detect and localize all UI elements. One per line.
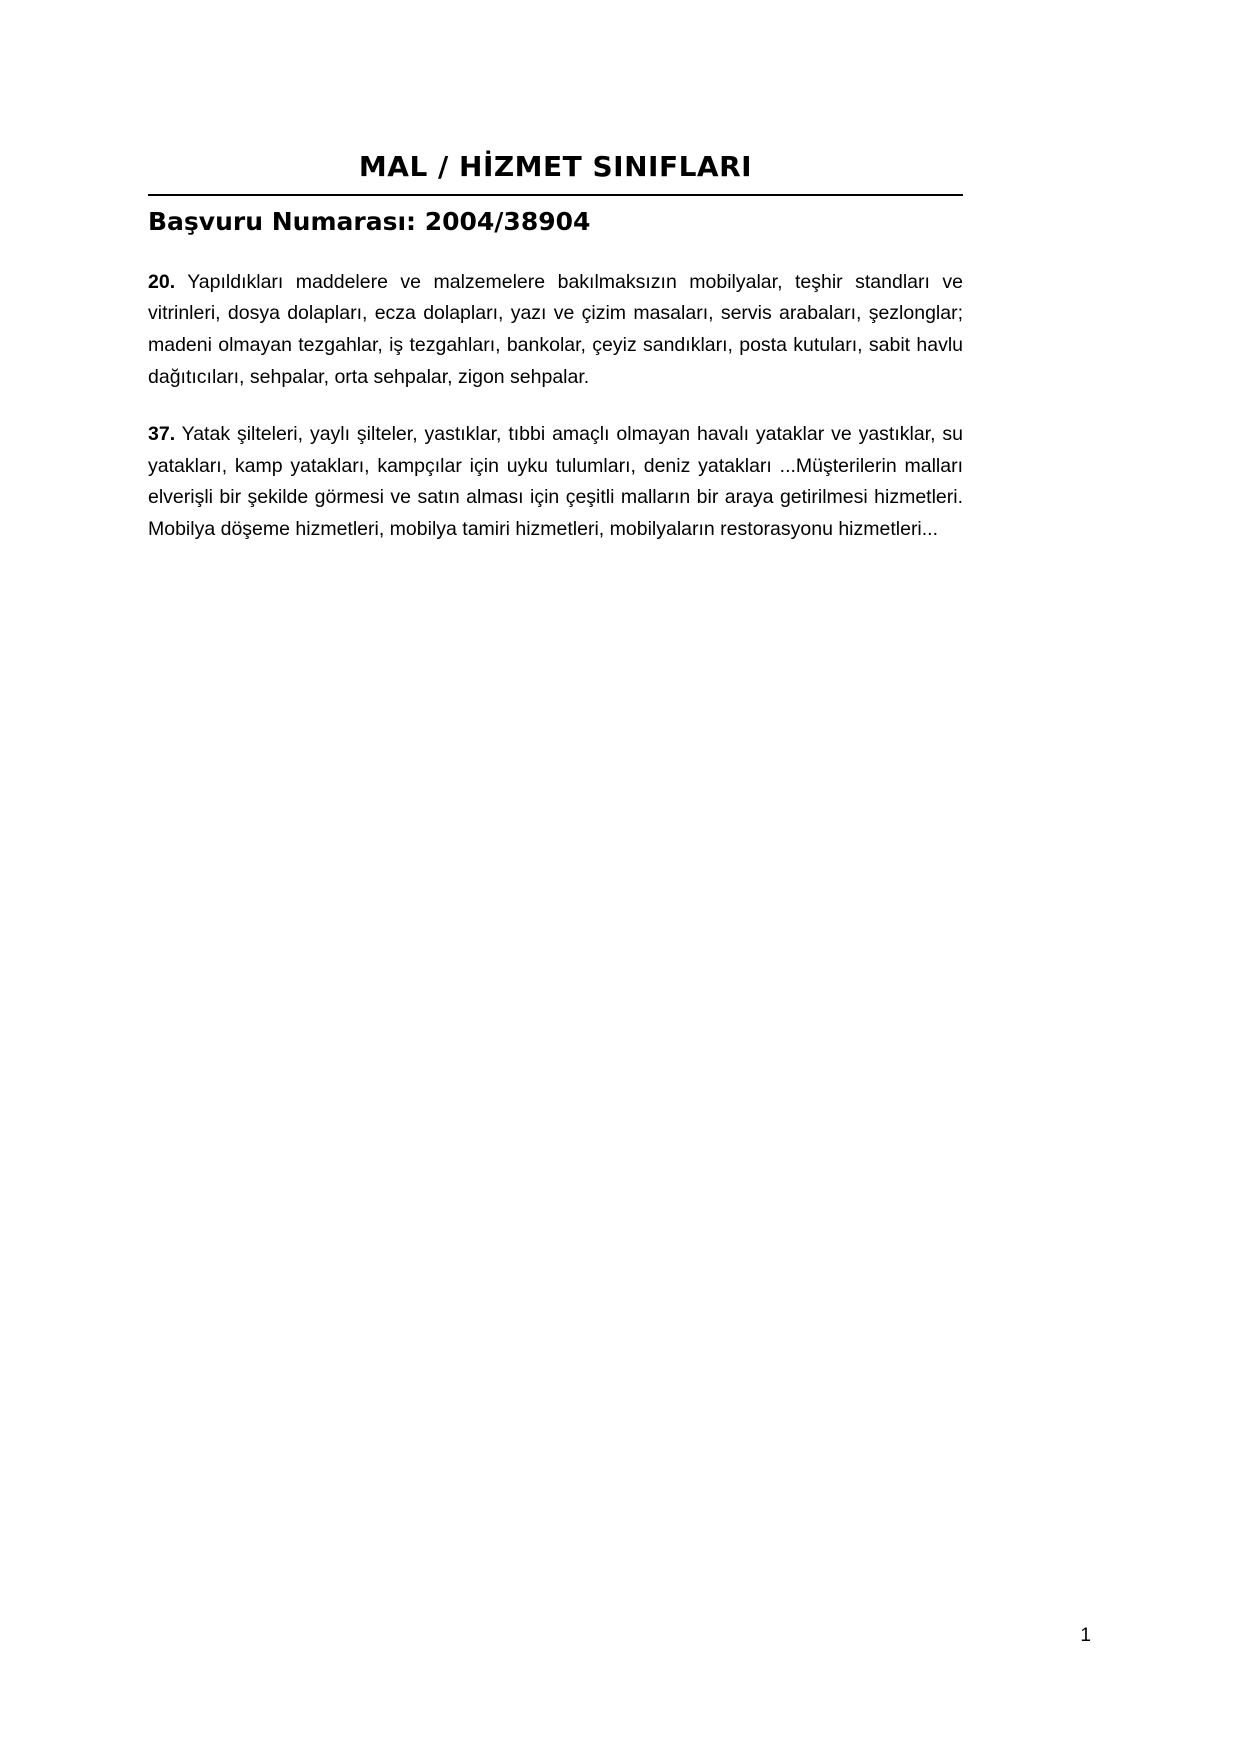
document-content <box>148 150 963 571</box>
page-title: MAL / HİZMET SINIFLARI <box>358 150 753 183</box>
class-paragraph-37 <box>148 419 963 545</box>
page-number: 1 <box>1080 1625 1091 1646</box>
title-divider <box>148 194 963 196</box>
class-paragraph-20 <box>148 267 963 393</box>
class-number-37: 37. <box>148 423 176 446</box>
class-text-20: Yapıldıkları maddelere ve malzemelere bakılmaksızın mobilyalar, teşhir standları ve vitrinleri, dosya dolapları, ecza dolapları, yazı ve çizim masaları, servis arabaları, şezlonglar; madeni olmayan tezgahlar, iş tezgahları, bankolar, çeyiz sandıkları, posta kutuları, sabit havlu dağıtıcıları, sehpalar, orta sehpalar, zigon sehpalar. <box>148 270 963 388</box>
application-number: Başvuru Numarası: 2004/38904 <box>148 206 591 236</box>
class-number-20: 20. <box>148 270 176 293</box>
class-text-37: Yatak şilteleri, yaylı şilteler, yastıklar, tıbbi amaçlı olmayan havalı yataklar ve yastıklar, su yatakları, kamp yatakları, kampçılar için uyku tulumları, deniz yatakları ...Müşterilerin malları elverişli bir şekilde görmesi ve satın alması için çeşitli malların bir araya getirilmesi hizmetleri. Mobilya döşeme hizmetleri, mobilya tamiri hizmetleri, mobilyaların restorasyonu hizmetleri... <box>148 423 963 540</box>
